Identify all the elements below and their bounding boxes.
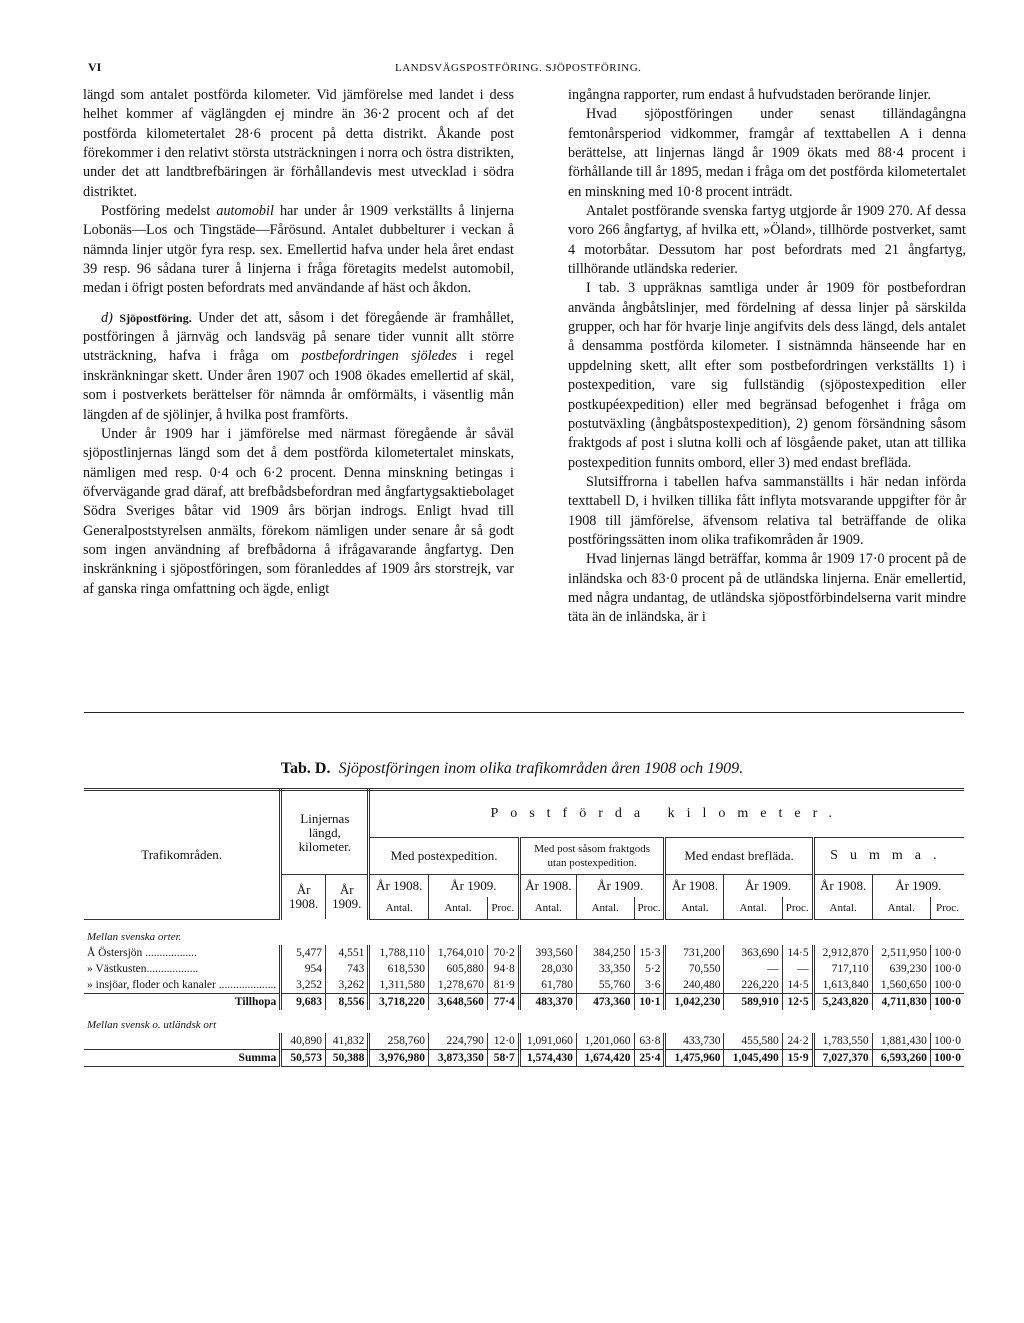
table-row — [84, 961, 964, 977]
table-cell: 1,574,430 — [519, 1049, 576, 1066]
header-proc: Proc. — [930, 897, 964, 919]
table-cell: 1,674,420 — [576, 1049, 634, 1066]
header-antal: Antal. — [872, 897, 930, 919]
header-postforda: Postförda kilometer. — [369, 790, 964, 838]
table-cell: 1,881,430 — [872, 1033, 930, 1050]
header-med-post: Med postexpedition. — [369, 838, 519, 875]
header-proc: Proc. — [487, 897, 519, 919]
table-cell: 70,550 — [665, 961, 724, 977]
table-cell: 3·6 — [634, 977, 665, 994]
table-cell: 5·2 — [634, 961, 665, 977]
table-cell: 717,110 — [813, 961, 872, 977]
table-cell: 12·0 — [487, 1033, 519, 1050]
table-caption: Tab. D. Sjöpostföringen inom olika trafikområden åren 1908 och 1909. — [280, 760, 744, 777]
table-cell: 393,560 — [519, 945, 576, 961]
table-cell: 1,042,230 — [665, 993, 724, 1010]
table-cell: 433,730 — [665, 1033, 724, 1050]
table-cell: 70·2 — [487, 945, 519, 961]
table-cell: 2,912,870 — [813, 945, 872, 961]
right-paragraph-5: Slutsiffrorna i tabellen hafva sammanställts i här nedan införda texttabell D, i hvilken tillika fått inflyta motsvarande uppgifter för år 1908 till jämförelse, äfvensom relativa tal beträffande de olika postföringssätten inom olika trafikområden år 1909. — [568, 473, 966, 548]
table-cell: 81·9 — [487, 977, 519, 994]
table-cell: 1,201,060 — [576, 1033, 634, 1050]
table-cell: 100·0 — [934, 946, 961, 959]
header-summa: Summa. — [813, 838, 964, 875]
header-len-1908: År 1908. — [281, 875, 326, 920]
table-cell: 58·7 — [487, 1049, 519, 1066]
table-cell: 1,278,670 — [429, 977, 488, 994]
table-cell: — — [782, 961, 813, 977]
running-title: LANDSVÄGSPOSTFÖRING. SJÖPOSTFÖRING. — [395, 62, 642, 74]
header-proc: Proc. — [634, 897, 665, 919]
table-cell: 15·3 — [634, 945, 665, 961]
table-cell: 12·5 — [782, 993, 813, 1010]
table-cell: — — [724, 961, 782, 977]
header-fraktgods: Med post såsom fraktgods utan postexpedition. — [519, 838, 665, 875]
table-row — [84, 977, 964, 994]
table-cell: 4,711,830 — [872, 993, 930, 1010]
table-cell: 100·0 — [934, 978, 961, 991]
right-paragraph-6: Hvad linjernas längd beträffar, komma år 1909 17·0 procent på de inländska och 83·0 procent på de utländska linjerna. Enär emellertid, med några undantag, de utländska sjöpostförbindelserna varit mindre täta än de inländska, är i — [568, 551, 966, 626]
table-cell: 14·5 — [782, 977, 813, 994]
table-cell: 743 — [325, 961, 368, 977]
table-cell: 1,311,580 — [369, 977, 429, 994]
left-paragraph-2: Postföring medelst automobil har under år 1909 verkställts å linjerna Lobonäs—Los och Tingstäde—Fårösund. Antalet dubbelturer i veckan å nämnda linjer utgör fyra resp. sex. Emellertid hafva under hela året endast 39 resp. 96 sådana turer å linjerna i fråga företagits medelst automobil, medan i öfrigt posten befordrats med användande af häst och åkdon. — [83, 203, 515, 297]
row-label: Tillhopa — [84, 993, 281, 1010]
table-cell: 3,648,560 — [429, 993, 488, 1010]
left-paragraph-1: längd som antalet postförda kilometer. Vid jämförelse med landet i dess helhet kommer af väglängden ej mindre än 36·2 procent och af det postförda kilometertalet 28·6 procent på detta distrikt. Åkande post förekommer i den relativt största utsträckningen i norra och östra distrikten, under det att landtbrefbäringen är förhållandevis mest utvecklad i södra distriktet. — [83, 87, 514, 200]
table-cell: 55,760 — [576, 977, 634, 994]
table-cell: 28,030 — [519, 961, 576, 977]
section-label-swedish: Mellan svenska orter. — [87, 930, 182, 943]
header-len-1909: År 1909. — [325, 875, 368, 920]
subtotal-row — [84, 993, 964, 1010]
header-antal: Antal. — [429, 897, 488, 919]
section-heading: Sjöpostföring. — [119, 310, 192, 325]
row-label: » Västkusten.................. — [84, 961, 281, 977]
table-cell: 1,764,010 — [429, 945, 488, 961]
table-cell: 25·4 — [634, 1049, 665, 1066]
table-d — [84, 788, 964, 1067]
table-cell: 224,790 — [429, 1033, 488, 1050]
table-cell: 483,370 — [519, 993, 576, 1010]
table-cell: 100·0 — [934, 962, 961, 975]
table-cell: 94·8 — [487, 961, 519, 977]
table-cell: 33,350 — [576, 961, 634, 977]
table-cell: 77·4 — [487, 993, 519, 1010]
header-antal: Antal. — [519, 897, 576, 919]
table-cell: 3,976,980 — [369, 1049, 429, 1066]
table-cell: 6,593,260 — [872, 1049, 930, 1066]
table-cell: 3,718,220 — [369, 993, 429, 1010]
table-cell: 1,783,550 — [813, 1033, 872, 1050]
right-paragraph-3: Antalet postförande svenska fartyg utgjorde år 1909 270. Af dessa voro 266 ångfartyg, af hvilka ett, »Öland», tillhörde postverket, samt 4 motorbåtar. Dessutom har post befordrats med 21 ångfartyg, tillhörande utländska rederier. — [568, 203, 966, 278]
table-cell: 2,511,950 — [872, 945, 930, 961]
table-cell: 40,890 — [281, 1033, 326, 1050]
table-cell: 226,220 — [724, 977, 782, 994]
header-antal: Antal. — [724, 897, 782, 919]
row-label — [84, 1033, 281, 1050]
table-cell: 363,690 — [724, 945, 782, 961]
table-cell: 1,560,650 — [872, 977, 930, 994]
table-cell: 455,580 — [724, 1033, 782, 1050]
table-cell: 100·0 — [930, 1049, 964, 1066]
table-cell: 240,480 — [665, 977, 724, 994]
table-cell: 731,200 — [665, 945, 724, 961]
header-proc: Proc. — [782, 897, 813, 919]
table-row — [84, 945, 964, 961]
table-cell: 50,388 — [325, 1049, 368, 1066]
header-breflada: Med endast brefläda. — [665, 838, 813, 875]
table-cell: 100·0 — [930, 993, 964, 1010]
right-column — [568, 86, 966, 628]
table-cell: 14·5 — [782, 945, 813, 961]
table-cell: 605,880 — [429, 961, 488, 977]
table-cell: 473,360 — [576, 993, 634, 1010]
header-antal: Antal. — [576, 897, 634, 919]
grand-total-row — [84, 1049, 964, 1066]
section-label-foreign: Mellan svensk o. utländsk ort — [87, 1018, 217, 1031]
header-y1909: År 1909. — [576, 875, 665, 897]
table-cell: 954 — [281, 961, 326, 977]
header-y1909: År 1909. — [429, 875, 520, 897]
header-y1909: År 1909. — [895, 877, 942, 893]
table-cell: 8,556 — [325, 993, 368, 1010]
header-length: Linjernas längd, kilometer. — [281, 790, 369, 875]
table-cell: 61,780 — [519, 977, 576, 994]
table-cell: 1,788,110 — [369, 945, 429, 961]
header-antal: Antal. — [369, 897, 429, 919]
table-cell: 100·0 — [934, 1034, 961, 1047]
row-label: » insjöar, floder och kanaler .................... — [84, 977, 281, 994]
header-y1908: År 1908. — [665, 875, 724, 897]
table-cell: 3,252 — [281, 977, 326, 994]
table-cell: 3,873,350 — [429, 1049, 488, 1066]
right-paragraph-4: I tab. 3 uppräknas samtliga under år 1909 för postbefordran använda ångbåtslinjer, med fördelning af dessa linjer på särskilda grupper, och har för hvarje linje angifvits dels dess längd, dels antalet å densamma postförda kilometer. I sistnämnda hänseende har en uppdelning skett, allt efter som postbefordringen verkställts 1) i postexpedition, vare sig fullständig (sjöpostexpedition eller postkupéexpedition) eller med begränsad befogenhet i fråga om postutväxling (ångbåtspostexpedition), 2) genom försändning såsom fraktgods af post i slutna kolli och af lösgående paket, utan att tillika postexpedition funnits ombord, eller 3) med endast brefläda. — [568, 280, 966, 471]
table-cell: 3,262 — [325, 977, 368, 994]
header-y1908: År 1908. — [369, 875, 429, 897]
table-cell: 41,832 — [325, 1033, 368, 1050]
table-cell: 1,475,960 — [665, 1049, 724, 1066]
header-area: Trafikområden. — [84, 790, 281, 920]
table-cell: 10·1 — [634, 993, 665, 1010]
header-antal: Antal. — [813, 897, 872, 919]
left-column — [83, 86, 514, 599]
page-header — [0, 60, 1024, 80]
table-cell: 50,573 — [281, 1049, 326, 1066]
row-label: Å Östersjön .................. — [84, 945, 281, 961]
row-label: Summa — [84, 1049, 281, 1066]
table-cell: 15·9 — [782, 1049, 813, 1066]
table-cell: 384,250 — [576, 945, 634, 961]
right-paragraph-2: Hvad sjöpostföringen under senast tilländagångna femtonårsperiod vidkommer, framgår af texttabellen A i denna berättelse, att linjernas längd år 1909 ökats med 88·4 procent i förhållande till år 1895, medan i fråga om det postförda kilometertalet en minskning med 10·8 procent inträdt. — [568, 106, 966, 200]
right-paragraph-1: ingångna rapporter, rum endast å hufvudstaden berörande linjer. — [568, 87, 932, 103]
header-antal: Antal. — [665, 897, 724, 919]
table-cell: 1,613,840 — [813, 977, 872, 994]
table-cell: 618,530 — [369, 961, 429, 977]
header-y1908: År 1908. — [813, 875, 872, 897]
table-cell: 9,683 — [281, 993, 326, 1010]
table-row — [84, 1033, 964, 1050]
table-cell: 589,910 — [724, 993, 782, 1010]
table-cell: 5,477 — [281, 945, 326, 961]
page-number: VI — [88, 60, 102, 74]
section-divider — [84, 712, 964, 713]
table-cell: 639,230 — [872, 961, 930, 977]
left-paragraph-3: d) Sjöpostföring. Under det att, såsom i det föregående är framhållet, postföringen å järnväg och landsväg på senare tider vunnit allt större utsträckning, hafva i fråga om postbefordringen sjöledes i regel inskränkningar skett. Under åren 1907 och 1908 ökades emellertid af skäl, som i postverkets berättelser för nämnda år omförmälts, i väsentlig mån längden af de sjölinjer, å hvilka post framförts. — [83, 309, 514, 423]
table-cell: 4,551 — [325, 945, 368, 961]
table-cell: 258,760 — [369, 1033, 429, 1050]
table-cell: 1,045,490 — [724, 1049, 782, 1066]
table-cell: 7,027,370 — [813, 1049, 872, 1066]
header-y1909: År 1909. — [724, 875, 813, 897]
table-cell: 24·2 — [782, 1033, 813, 1050]
table-cell: 1,091,060 — [519, 1033, 576, 1050]
table-cell: 5,243,820 — [813, 993, 872, 1010]
header-y1908: År 1908. — [519, 875, 576, 897]
table-cell: 63·8 — [634, 1033, 665, 1050]
left-paragraph-4: Under år 1909 har i jämförelse med närmast föregående år såväl sjöpostlinjernas längd som det å dem postförda kilometertalet minskats, nämligen med resp. 0·4 och 6·2 procent. Denna minskning betingas i öfvervägande grad däraf, att brefbådsbefordran med ångfartygsaktiebolaget Södra Sveriges båtar vid 1909 års början indrogs. Enligt hvad till Generalpoststyrelsen anmälts, förekom nämligen under senare år så godt som ingen användning af brefbådorna å ifrågavarande ångfartyg. Den inskränkning i sjöpostföringen, som föranleddes af 1909 års storstrejk, var af ganska ringa omfattning och ägde, enligt — [83, 425, 514, 597]
